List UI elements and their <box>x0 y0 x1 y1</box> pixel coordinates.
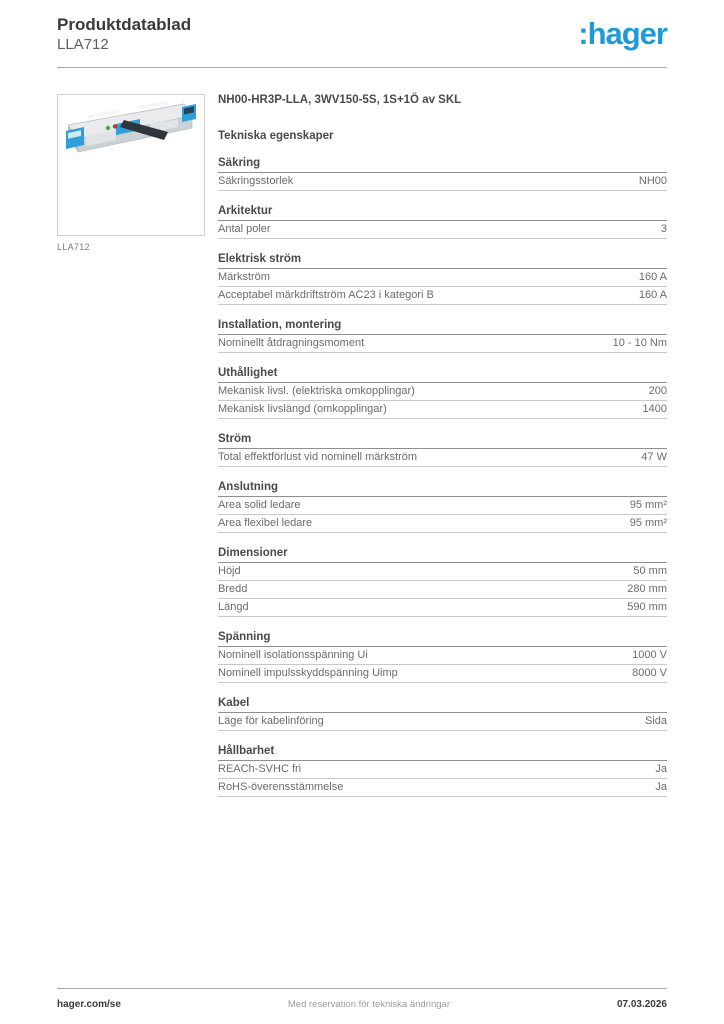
spec-label: Antal poler <box>218 223 271 235</box>
spec-section <box>218 745 667 797</box>
main-content <box>57 94 667 797</box>
spec-label: Area flexibel ledare <box>218 517 313 529</box>
spec-label: Nominell impulsskyddspänning Uimp <box>218 667 398 679</box>
spec-section <box>218 433 667 467</box>
spec-sections <box>218 157 667 797</box>
spec-label: RoHS-överensstämmelse <box>218 781 344 793</box>
section-title: Installation, montering <box>218 319 667 335</box>
spec-label: Nominell isolationsspänning Ui <box>218 649 368 661</box>
spec-label: Total effektförlust vid nominell märkström <box>218 451 418 463</box>
spec-row <box>218 779 667 797</box>
section-rows <box>218 449 667 467</box>
spec-section <box>218 367 667 419</box>
section-title: Kabel <box>218 697 667 713</box>
section-title: Dimensioner <box>218 547 667 563</box>
spec-label: REACh-SVHC fri <box>218 763 302 775</box>
section-rows <box>218 221 667 239</box>
spec-value: Sida <box>644 715 667 727</box>
doc-footer <box>57 988 667 1010</box>
spec-value: Ja <box>655 763 667 775</box>
spec-row <box>218 497 667 515</box>
section-title: Hållbarhet <box>218 745 667 761</box>
spec-row <box>218 449 667 467</box>
section-rows <box>218 269 667 305</box>
section-title: Arkitektur <box>218 205 667 221</box>
spec-label: Acceptabel märkdriftström AC23 i kategori B <box>218 289 434 301</box>
spec-label: Nominellt åtdragningsmoment <box>218 337 365 349</box>
spec-row <box>218 713 667 731</box>
spec-value: NH00 <box>638 175 667 187</box>
spec-label: Säkringsstorlek <box>218 175 294 187</box>
spec-label: Längd <box>218 601 249 613</box>
footer-date: 07.03.2026 <box>616 999 667 1010</box>
footer-website-link[interactable]: hager.com/se <box>57 999 121 1010</box>
section-title: Uthållighet <box>218 367 667 383</box>
spec-value: 3 <box>660 223 667 235</box>
spec-label: Mekanisk livsl. (elektriska omkopplingar) <box>218 385 415 397</box>
spec-section <box>218 481 667 533</box>
section-title: Säkring <box>218 157 667 173</box>
section-rows <box>218 497 667 533</box>
spec-value: 50 mm <box>633 565 667 577</box>
product-image-column <box>57 94 205 252</box>
section-rows <box>218 563 667 617</box>
spec-value: 95 mm² <box>629 499 667 511</box>
spec-value: 160 A <box>638 271 667 283</box>
spec-row <box>218 287 667 305</box>
spec-row <box>218 581 667 599</box>
spec-label: Bredd <box>218 583 248 595</box>
section-rows <box>218 761 667 797</box>
spec-value: 280 mm <box>627 583 667 595</box>
spec-table-heading: Tekniska egenskaper <box>218 130 334 142</box>
spec-section <box>218 631 667 683</box>
product-title: NH00-HR3P-LLA, 3WV150-5S, 1S+1Ö av SKL <box>218 94 462 106</box>
spec-section <box>218 319 667 353</box>
section-title: Elektrisk ström <box>218 253 667 269</box>
spec-row <box>218 269 667 287</box>
spec-column <box>218 94 667 797</box>
spec-value: 590 mm <box>627 601 667 613</box>
spec-value: 1000 V <box>632 649 667 661</box>
spec-row <box>218 665 667 683</box>
spec-row <box>218 335 667 353</box>
spec-value: Ja <box>655 781 667 793</box>
product-photo-image <box>58 95 204 235</box>
spec-row <box>218 173 667 191</box>
spec-row <box>218 515 667 533</box>
section-title: Spänning <box>218 631 667 647</box>
spec-row <box>218 647 667 665</box>
spec-value: 8000 V <box>632 667 667 679</box>
spec-section <box>218 253 667 305</box>
spec-label: Area solid ledare <box>218 499 301 511</box>
spec-row <box>218 401 667 419</box>
section-rows <box>218 173 667 191</box>
spec-row <box>218 761 667 779</box>
section-title: Anslutning <box>218 481 667 497</box>
spec-label: Märkström <box>218 271 270 283</box>
spec-section <box>218 697 667 731</box>
spec-label: Läge för kabelinföring <box>218 715 324 727</box>
spec-row <box>218 563 667 581</box>
spec-value: 47 W <box>641 451 667 463</box>
spec-value: 200 <box>648 385 667 397</box>
section-title: Ström <box>218 433 667 449</box>
spec-section <box>218 547 667 617</box>
spec-section <box>218 205 667 239</box>
product-photo-frame <box>57 94 205 236</box>
doc-subtitle: LLA712 <box>57 36 109 53</box>
spec-section <box>218 157 667 191</box>
section-rows <box>218 647 667 683</box>
doc-title: Produktdatablad <box>57 15 192 34</box>
spec-value: 1400 <box>642 403 667 415</box>
section-rows <box>218 713 667 731</box>
spec-value: 10 - 10 Nm <box>612 337 667 349</box>
hager-logo: :hager <box>578 16 667 51</box>
product-photo-caption: LLA712 <box>57 242 90 252</box>
spec-row <box>218 221 667 239</box>
spec-value: 95 mm² <box>629 517 667 529</box>
footer-disclaimer: Med reservation för tekniska ändringar <box>287 999 450 1010</box>
spec-label: Mekanisk livslängd (omkopplingar) <box>218 403 387 415</box>
section-rows <box>218 335 667 353</box>
spec-value: 160 A <box>638 289 667 301</box>
doc-header <box>57 14 667 68</box>
spec-label: Höjd <box>218 565 241 577</box>
spec-row <box>218 383 667 401</box>
spec-row <box>218 599 667 617</box>
section-rows <box>218 383 667 419</box>
